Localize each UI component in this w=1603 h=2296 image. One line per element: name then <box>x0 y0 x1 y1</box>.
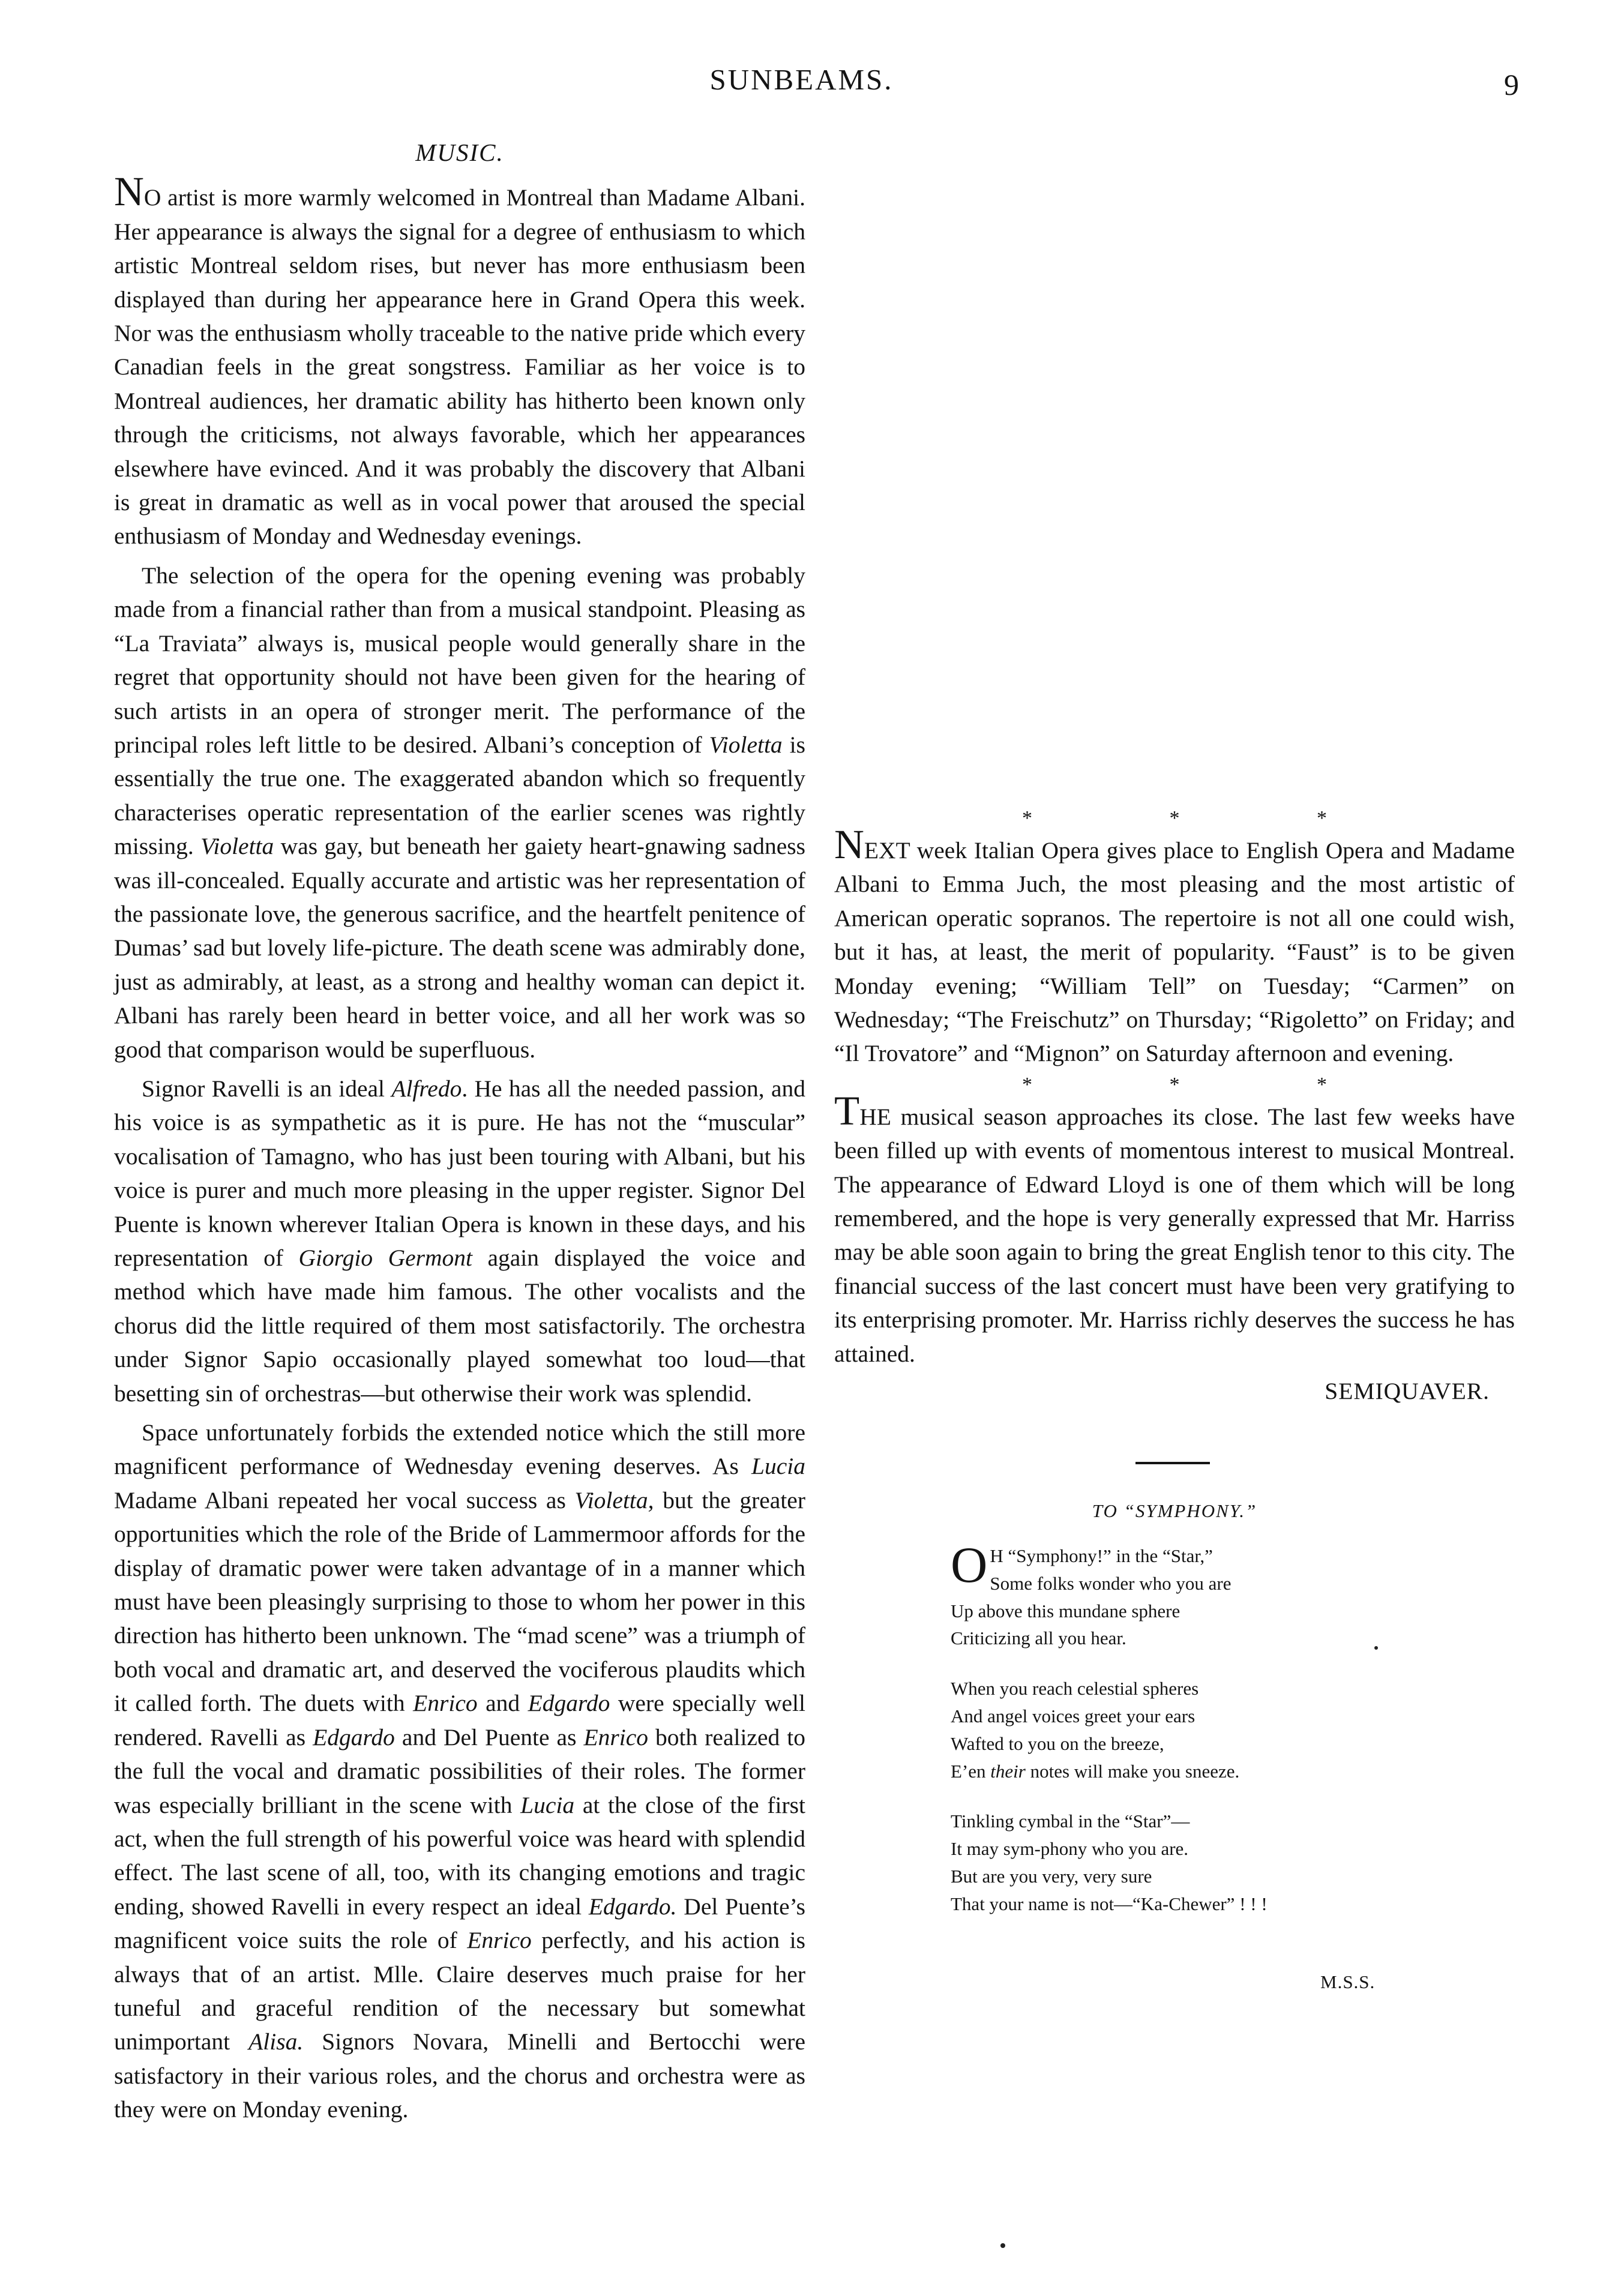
dropcap: N <box>114 168 144 215</box>
page-number: 9 <box>1504 68 1519 101</box>
section-rule <box>1135 1462 1210 1464</box>
music-paragraph-5: NEXT week Italian Opera gives place to English Opera and Madame Albani to Emma Juch, the most pleasing and the most artistic of American operatic sopranos. The repertoire is not all one could wish, but it has, at least, the merit of popularity. “Faust” is to be given Monday evening; “William Tell” on Tuesday; “Carmen” on Wednesday; “The Freischutz” on Thursday; “Rigoletto” on Friday; and “Il Trovatore” and “Mignon” on Saturday afternoon and evening. <box>834 821 1515 1067</box>
music-paragraph-6: THE musical season approaches its close. The last few weeks have been filled up with events of momentous interest to musical Montreal. The appearance of Edward Lloyd is one of them which will be long remembered, and the hope is very generally expressed that Mr. Harriss may be able soon again to bring the great English tenor to this city. The financial success of the last concert must have been very gratifying to its enterprising promoter. Mr. Harriss richly deserves the success he has attained. <box>834 1087 1515 1367</box>
music-paragraph-1: NO artist is more warmly welcomed in Montreal than Madame Albani. Her appearance is always the signal for a degree of enthusiasm to which artistic Montreal seldom rises, but never has more enthusiasm been displayed than during her appearance here in Grand Opera this week. Nor was the enthusiasm wholly traceable to the native pride which every Canadian feels in the great songstress. Familiar as her voice is to Montreal audiences, her dramatic ability has hitherto been known only through the criticisms, not always favorable, which her appearances elsewhere have evinced. And it was probably the discovery that Albani is great in dramatic as well as in vocal power that aroused the special enthusiasm of Monday and Wednesday evenings. <box>114 168 805 550</box>
poem-line: That your name is not—“Ka-Chewer” ! ! ! <box>951 1893 1268 1914</box>
poem-title: TO “SYMPHONY.” <box>1092 1500 1257 1521</box>
poem-signature: M.S.S. <box>1320 1971 1376 1992</box>
poem-stanza <box>951 1537 1443 1652</box>
poem-stanza <box>951 1675 1443 1785</box>
dropcap: T <box>834 1087 860 1134</box>
signature-semiquaver: SEMIQUAVER. <box>1325 1378 1490 1405</box>
poem-line: Tinkling cymbal in the “Star”— <box>951 1811 1190 1832</box>
poem-line: It may sym-phony who you are. <box>951 1838 1189 1860</box>
music-paragraph-2: The selection of the opera for the opening evening was probably made from a financial rather than from a musical standpoint. Pleasing as “La Traviata” always is, musical people would generally share in the regret that opportunity should not have been given for the hearing of such artists in an opera of stronger merit. The performance of the principal roles left little to be desired. Albani’s conception of Violetta is essentially the true one. The exaggerated abandon which so frequently characterises operatic representation of the earlier scenes was rightly missing. Violetta was gay, but beneath her gaiety heart-gnawing sadness was ill-concealed. Equally accurate and artistic was her representation of the passionate love, the generous sacrifice, and the heartfelt penitence of Dumas’ sad but lovely life-picture. The death scene was admirably done, just as admirably, at least, as a strong and healthy woman can depict it. Albani has rarely been heard in better voice, and all her work was so good that comparison would be superfluous. <box>114 562 805 1063</box>
poem-line: H “Symphony!” in the “Star,” <box>990 1545 1213 1566</box>
right-column <box>834 804 1515 1408</box>
music-paragraph-3: Signor Ravelli is an ideal Alfredo. He has all the needed passion, and his voice is as sympathetic as it is pure. He has not the “muscular” vocalisation of Tamagno, who has just been touring with Albani, but his voice is purer and much more pleasing in the upper register. Signor Del Puente is known wherever Italian Opera is known in these days, and his representation of Giorgio Germont again displayed the voice and method which have made him famous. The other vocalists and the chorus did the little required of them most satisfactorily. The orchestra under Signor Sapio occasionally played somewhat too loud—that besetting sin of orchestras—but otherwise their work was splendid. <box>114 1075 806 1407</box>
dropcap: N <box>834 821 864 867</box>
poem-line: Up above this mundane sphere <box>951 1600 1180 1621</box>
poem-dropcap: O <box>951 1537 988 1593</box>
section-title-music: MUSIC. <box>415 139 504 166</box>
poem-line: E’en their notes will make you sneeze. <box>951 1760 1240 1782</box>
running-head: SUNBEAMS. <box>709 63 894 96</box>
poem-line: When you reach celestial spheres <box>951 1678 1199 1699</box>
poem-line: Criticizing all you hear. <box>951 1627 1126 1649</box>
music-paragraph-4: Space unfortunately forbids the extended notice which the still more magnificent performance of Wednesday evening deserves. As Lucia Madame Albani repeated her vocal success as Violetta, but the greater opportunities which the role of the Bride of Lammermoor affords for the display of dramatic power were taken advantage of in a manner which must have been pleasingly surprising to those to whom her power in this direction has hitherto been unknown. The “mad scene” was a triumph of both vocal and dramatic art, and deserved the vociferous plaudits which it called forth. The duets with Enrico and Edgardo were specially well rendered. Ravelli as Edgardo and Del Puente as Enrico both realized to the full the vocal and dramatic possibilities of their roles. The former was especially brilliant in the scene with Lucia at the close of the first act, when the full strength of his powerful voice was heard with splendid effect. The last scene of all, too, with its changing emotions and tragic ending, showed Ravelli in every respect an ideal Edgardo. Del Puente’s magnificent voice suits the role of Enrico perfectly, and his action is always that of an artist. Mlle. Claire deserves much praise for her tuneful and graceful rendition of the necessary but somewhat unimportant Alisa. Signors Novara, Minelli and Bertocchi were satisfactory in their various roles, and the chorus and orchestra were as they were on Monday evening. <box>114 1419 806 2123</box>
poem-stanza <box>951 1808 1443 1917</box>
poem-line: And angel voices greet your ears <box>951 1705 1195 1727</box>
section-separator: * * * <box>1022 807 1393 829</box>
poem-line: Wafted to you on the breeze, <box>951 1733 1164 1754</box>
poem-line: Some folks wonder who you are <box>990 1572 1232 1594</box>
poem-line: But are you very, very sure <box>951 1865 1152 1887</box>
print-speck <box>1000 2243 1005 2248</box>
print-speck <box>1374 1646 1378 1650</box>
left-column <box>114 120 805 2127</box>
poem <box>951 1537 1443 1941</box>
section-separator: * * * <box>1022 1073 1393 1096</box>
